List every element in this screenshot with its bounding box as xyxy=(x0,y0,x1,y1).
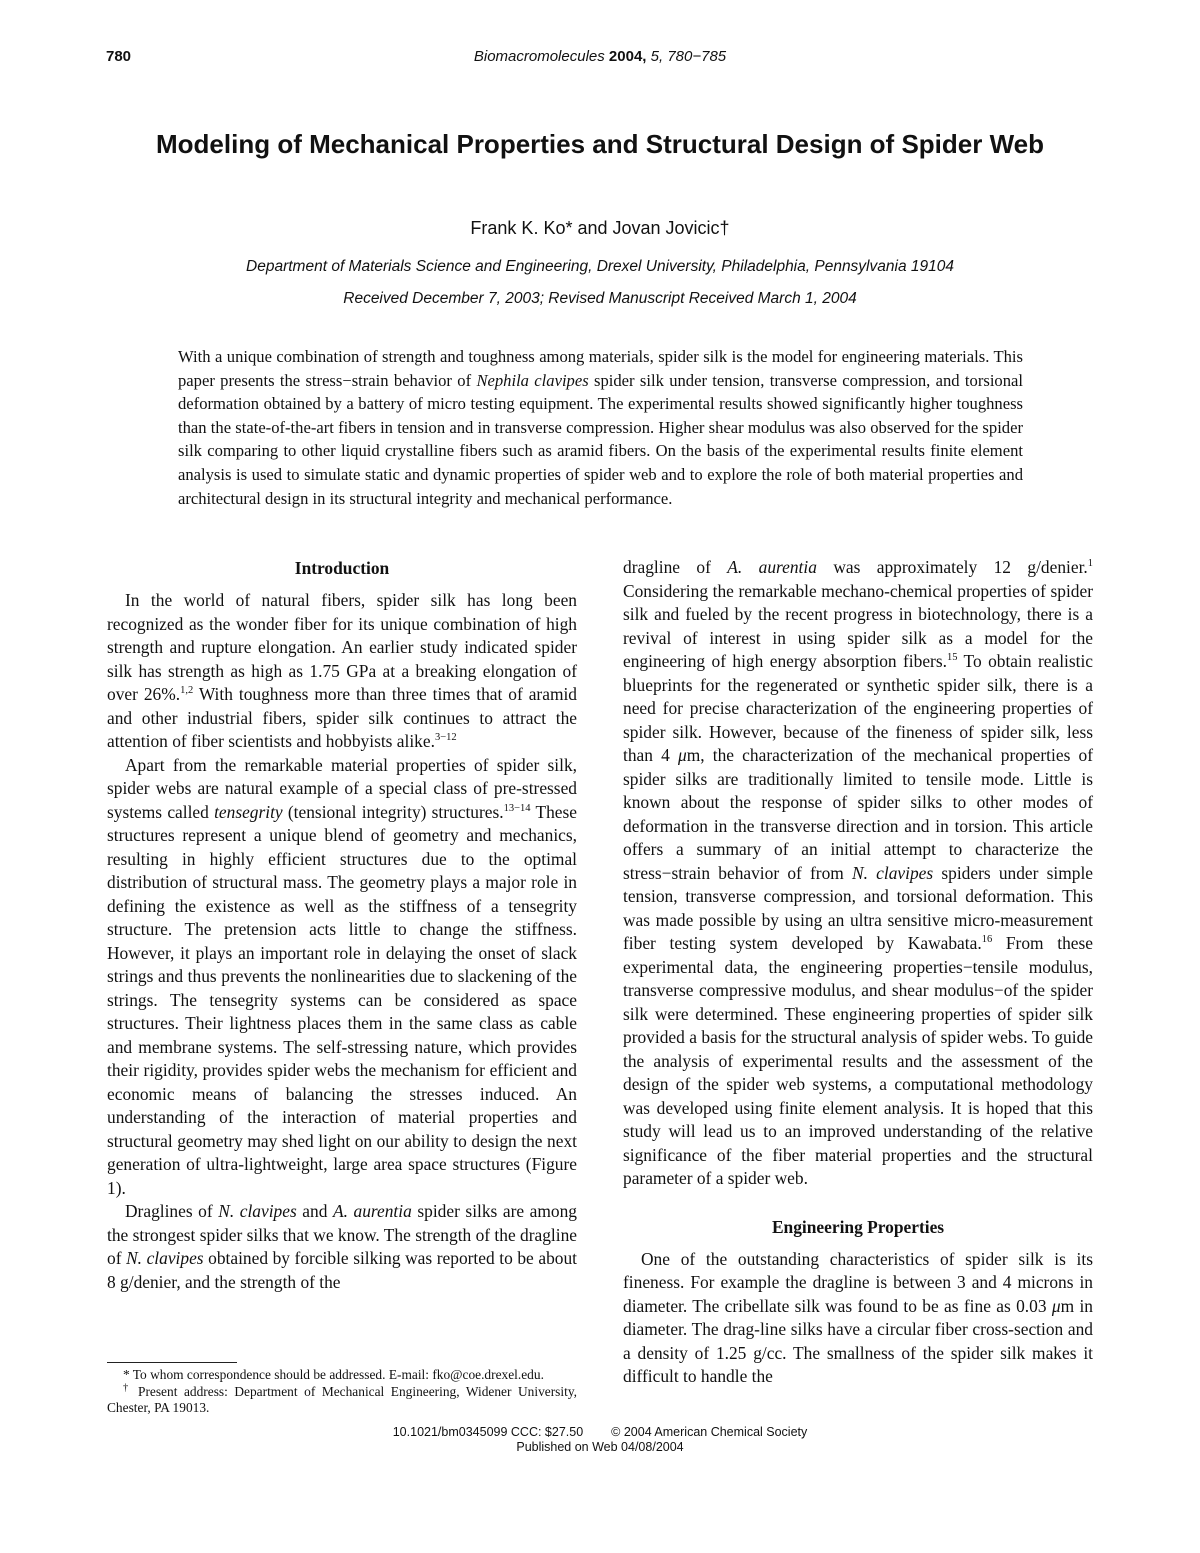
authors: Frank K. Ko* and Jovan Jovicic† xyxy=(470,218,730,238)
section-heading-engineering-properties: Engineering Properties xyxy=(771,1216,945,1237)
paragraph: Draglines of N. clavipes and A. aurentia spider silks are among the strongest spider silks that we know. The strength of the dragline of N. clavipes obtained by forcible silking was reported to be about 8 g/denier, and the strength of the xyxy=(107,1201,577,1292)
footnote-rule xyxy=(107,1362,237,1363)
paragraph: In the world of natural fibers, spider silk has long been recognized as the wonder fiber for its unique combination of high strength and rupture elongation. An earlier study indicated spider silk has strength as high as 1.75 GPa at a breaking elongation of over 26%.$^{1,2}$ With toughness more than three times that of aramid and other industrial fibers, spider silk continues to attract the attention of fiber scientists and hobbyists alike.$^{3-12}$ xyxy=(107,590,577,751)
journal-name: Biomacromolecules xyxy=(473,48,605,65)
abstract: With a unique combination of strength and toughness among materials, spider silk is the model for engineering materials. This paper presents the stress−strain behavior of Nephila clavipes spider silk under tension, transverse compression, and torsional deformation obtained by a battery of micro testing equipment. The experimental results showed significantly higher toughness than the state-of-the-art fibers in tension and in transverse compression. Higher shear modulus was also observed for the spider silk comparing to other liquid crystalline fibers such as aramid fibers. On the basis of the experimental results finite element analysis is used to simulate static and dynamic properties of spider web and to explore the role of both material properties and architectural design in its structural integrity and mechanical performance. xyxy=(178,347,1024,508)
journal-volume-pages: 5, 780−785 xyxy=(650,48,727,65)
doi-ccc: 10.1021/bm0345099 CCC: $27.50 xyxy=(392,1425,584,1439)
copyright: © 2004 American Chemical Society xyxy=(611,1425,808,1439)
published-date: Published on Web 04/08/2004 xyxy=(516,1440,684,1454)
paragraph: Apart from the remarkable material properties of spider silk, spider webs are natural example of a special class of pre-stressed systems called tensegrity (tensional integrity) structures.$^{13-14}$ These structures represent a unique blend of geometry and mechanics, resulting in highly efficient structures due to the optimal distribution of structural mass. The geometry plays a major role in defining the existence as well as the stiffness of a tensegrity structure. The pretension acts little to change the stiffness. However, it plays an important role in delaying the onset of slack strings and thus prevents the nonlinearities due to slackening of the strings. The tensegrity systems can be considered as space structures. Their lightness places them in the same class as cable and membrane systems. The self-stressing nature, which provides their rigidity, provides spider webs the mechanism for efficient and economic means of balancing the stresses induced. An understanding of the interaction of material properties and structural geometry may shed light on our ability to design the next generation of ultra-lightweight, large area space structures (Figure 1). xyxy=(107,754,577,1198)
section-heading-introduction: Introduction xyxy=(294,558,390,578)
journal-citation xyxy=(0,48,1200,65)
page-number: 780 xyxy=(106,48,132,65)
affiliation: Department of Materials Science and Engineering, Drexel University, Philadelphia, Pennsylvania 19104 xyxy=(246,258,954,275)
article-title: Modeling of Mechanical Properties and Structural Design of Spider Web xyxy=(156,129,1044,159)
paragraph: One of the outstanding characteristics of spider silk is its fineness. For example the dragline is between 3 and 4 microns in diameter. The cribellate silk was found to be as fine as 0.03 μm in diameter. The drag-line silks have a circular fiber cross-section and a density of 1.25 g/cc. The smallness of the spider silk makes it difficult to handle the xyxy=(623,1248,1094,1386)
running-header xyxy=(0,48,1200,78)
right-column xyxy=(623,556,1093,1389)
footnotes xyxy=(107,1367,577,1417)
received-dates: Received December 7, 2003; Revised Manuscript Received March 1, 2004 xyxy=(343,290,857,307)
journal-year: 2004, xyxy=(608,48,647,65)
footnote-correspondence: * To whom correspondence should be addressed. E-mail: fko@coe.drexel.edu. xyxy=(123,1367,544,1382)
paragraph: dragline of A. aurentia was approximately 12 g/denier.$^1$ Considering the remarkable mechano-chemical properties of spider silk and fueled by the recent progress in biotechnology, there is a revival of interest in using spider silk as a model for the engineering of high energy absorption fibers.$^{15}$ To obtain realistic blueprints for the regenerated or synthetic spider silk, there is a need for precise characterization of the engineering properties of spider silk. However, because of the fineness of spider silk, less than 4 μm, the characterization of the mechanical properties of spider silks are traditionally limited to tensile mode. Little is known about the response of spider silks to other modes of deformation in the transverse direction and in torsion. This article offers a summary of an initial attempt to characterize the stress−strain behavior of from N. clavipes spiders under simple tension, transverse compression, and torsional deformation. This was made possible by using an ultra sensitive micro-measurement fiber testing system developed by Kawabata.$^{16}$ From these experimental data, the engineering properties−tensile modulus, transverse compressive modulus, and shear modulus−of the spider silk were determined. These engineering properties of spider silk provided a basis for the structural analysis of spider webs. To guide the analysis of experimental results and the assessment of the design of the spider web systems, a computational methodology was developed using finite element analysis. It is hoped that this study will lead us to an improved understanding of the relative significance of the fiber material properties and the structural parameter of a spider web. xyxy=(623,557,1094,1188)
publication-info xyxy=(0,1425,1200,1455)
footnote-present-address: † Present address: Department of Mechanical Engineering, Widener University, Chester, PA 19013. xyxy=(107,1382,578,1415)
left-column xyxy=(107,556,577,1294)
